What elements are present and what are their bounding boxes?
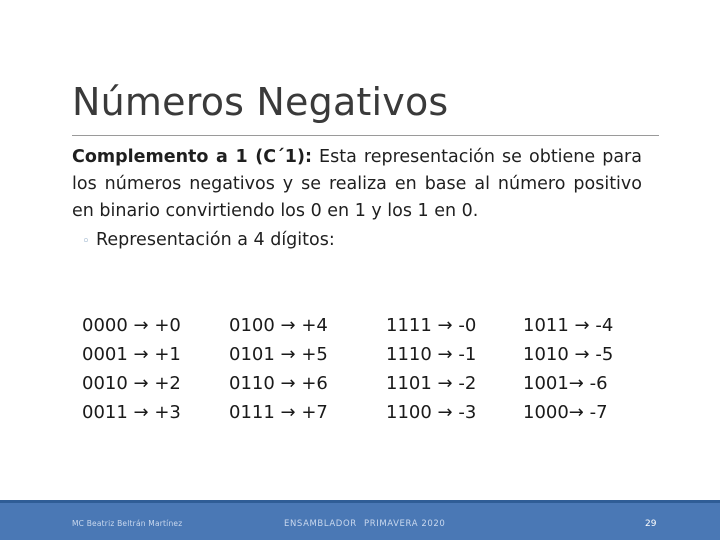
page-number: 29 xyxy=(645,519,657,529)
positive-column-1 xyxy=(82,311,181,427)
binary-row: 0111 → +7 xyxy=(229,402,328,423)
binary-row: 1110 → -1 xyxy=(386,344,477,365)
binary-row: 0110 → +6 xyxy=(229,373,328,394)
footer-author: MC Beatriz Beltrán Martínez xyxy=(72,519,183,528)
definition-paragraph xyxy=(72,144,642,225)
binary-row: 1011 → -4 xyxy=(523,315,614,336)
negative-column-1 xyxy=(386,311,476,427)
bullet-text: Representación a 4 dígitos: xyxy=(96,230,335,250)
binary-row: 1111 → -0 xyxy=(386,315,477,336)
binary-row: 1101 → -2 xyxy=(386,373,477,394)
binary-row: 0010 → +2 xyxy=(82,373,181,394)
binary-row: 0100 → +4 xyxy=(229,315,328,336)
bullet-item xyxy=(82,227,335,255)
bullet-icon: ◦ xyxy=(82,234,90,249)
binary-row: 1010 → -5 xyxy=(523,344,614,365)
binary-row: 1000→ -7 xyxy=(523,402,608,423)
slide-title: Números Negativos xyxy=(72,80,449,124)
footer-course: ENSAMBLADOR xyxy=(284,519,357,529)
binary-row: 0011 → +3 xyxy=(82,402,181,423)
binary-row: 0000 → +0 xyxy=(82,315,181,336)
positive-column-2 xyxy=(229,311,328,427)
binary-row: 0001 → +1 xyxy=(82,344,181,365)
footer-term: PRIMAVERA 2020 xyxy=(364,519,446,529)
binary-row: 1100 → -3 xyxy=(386,402,477,423)
definition-text: Esta representación se obtiene para los números negativos y se realiza en base al número positivo en binario convirtiendo los 0 en 1 y los 1 en 0. xyxy=(72,147,642,221)
footer-top-edge xyxy=(0,500,720,503)
definition-term: Complemento a 1 (C´1): xyxy=(72,147,312,167)
title-divider xyxy=(72,135,659,136)
negative-column-2 xyxy=(523,311,613,427)
binary-row: 1001→ -6 xyxy=(523,373,608,394)
binary-row: 0101 → +5 xyxy=(229,344,328,365)
